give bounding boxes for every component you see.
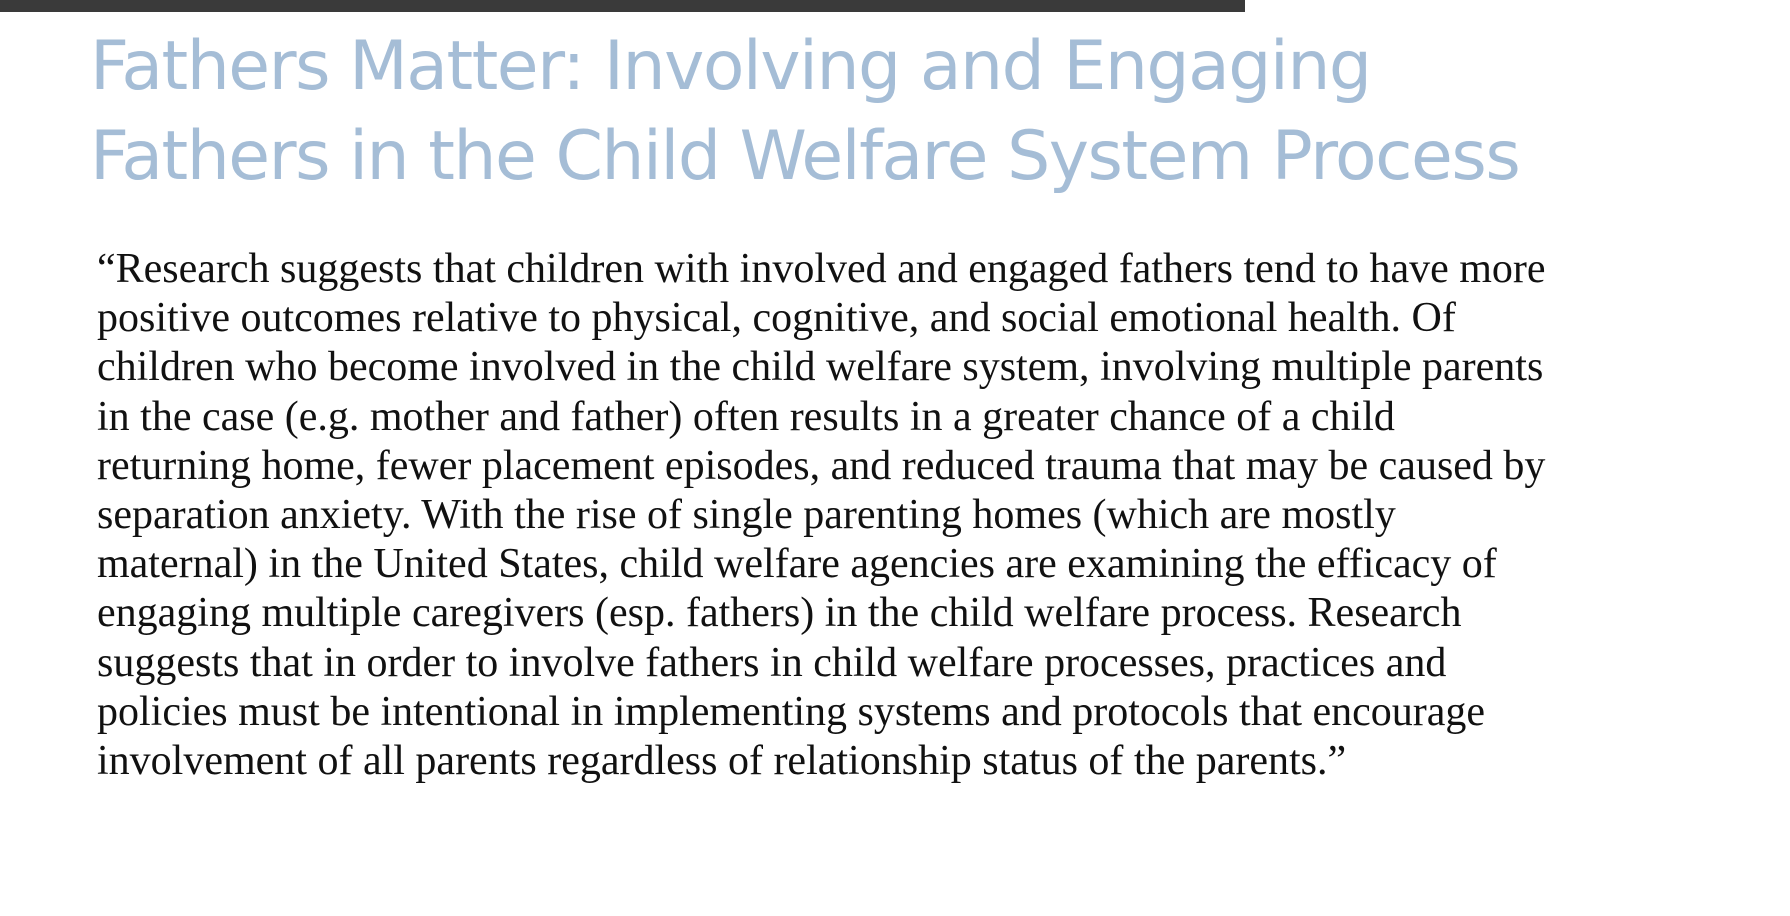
quote-line-11: involvement of all parents regardless of relationship status of the parents.” xyxy=(97,738,1347,785)
top-bar xyxy=(0,0,1245,12)
quote-line-3: children who become involved in the child welfare system, involving multiple parents xyxy=(97,344,1544,391)
title-line-1: Fathers Matter: Involving and Engaging xyxy=(90,27,1371,106)
title-line-2: Fathers in the Child Welfare System Process xyxy=(90,117,1520,196)
quote-line-7: maternal) in the United States, child welfare agencies are examining the efficacy of xyxy=(97,541,1497,588)
quote-line-6: separation anxiety. With the rise of single parenting homes (which are mostly xyxy=(97,492,1396,539)
quote-line-4: in the case (e.g. mother and father) often results in a greater chance of a child xyxy=(97,393,1395,440)
quote-line-10: policies must be intentional in implementing systems and protocols that encourage xyxy=(97,688,1486,735)
quote-line-1: “Research suggests that children with involved and engaged fathers tend to have more xyxy=(97,246,1546,292)
slide-title xyxy=(90,22,1650,202)
quote-line-9: suggests that in order to involve fathers in child welfare processes, practices and xyxy=(97,639,1447,686)
quote-line-2: positive outcomes relative to physical, cognitive, and social emotional health. Of xyxy=(97,295,1456,342)
quote-paragraph xyxy=(97,245,1697,786)
quote-line-5: returning home, fewer placement episodes, and reduced trauma that may be caused by xyxy=(97,442,1546,489)
quote-line-8: engaging multiple caregivers (esp. fathers) in the child welfare process. Research xyxy=(97,590,1462,637)
